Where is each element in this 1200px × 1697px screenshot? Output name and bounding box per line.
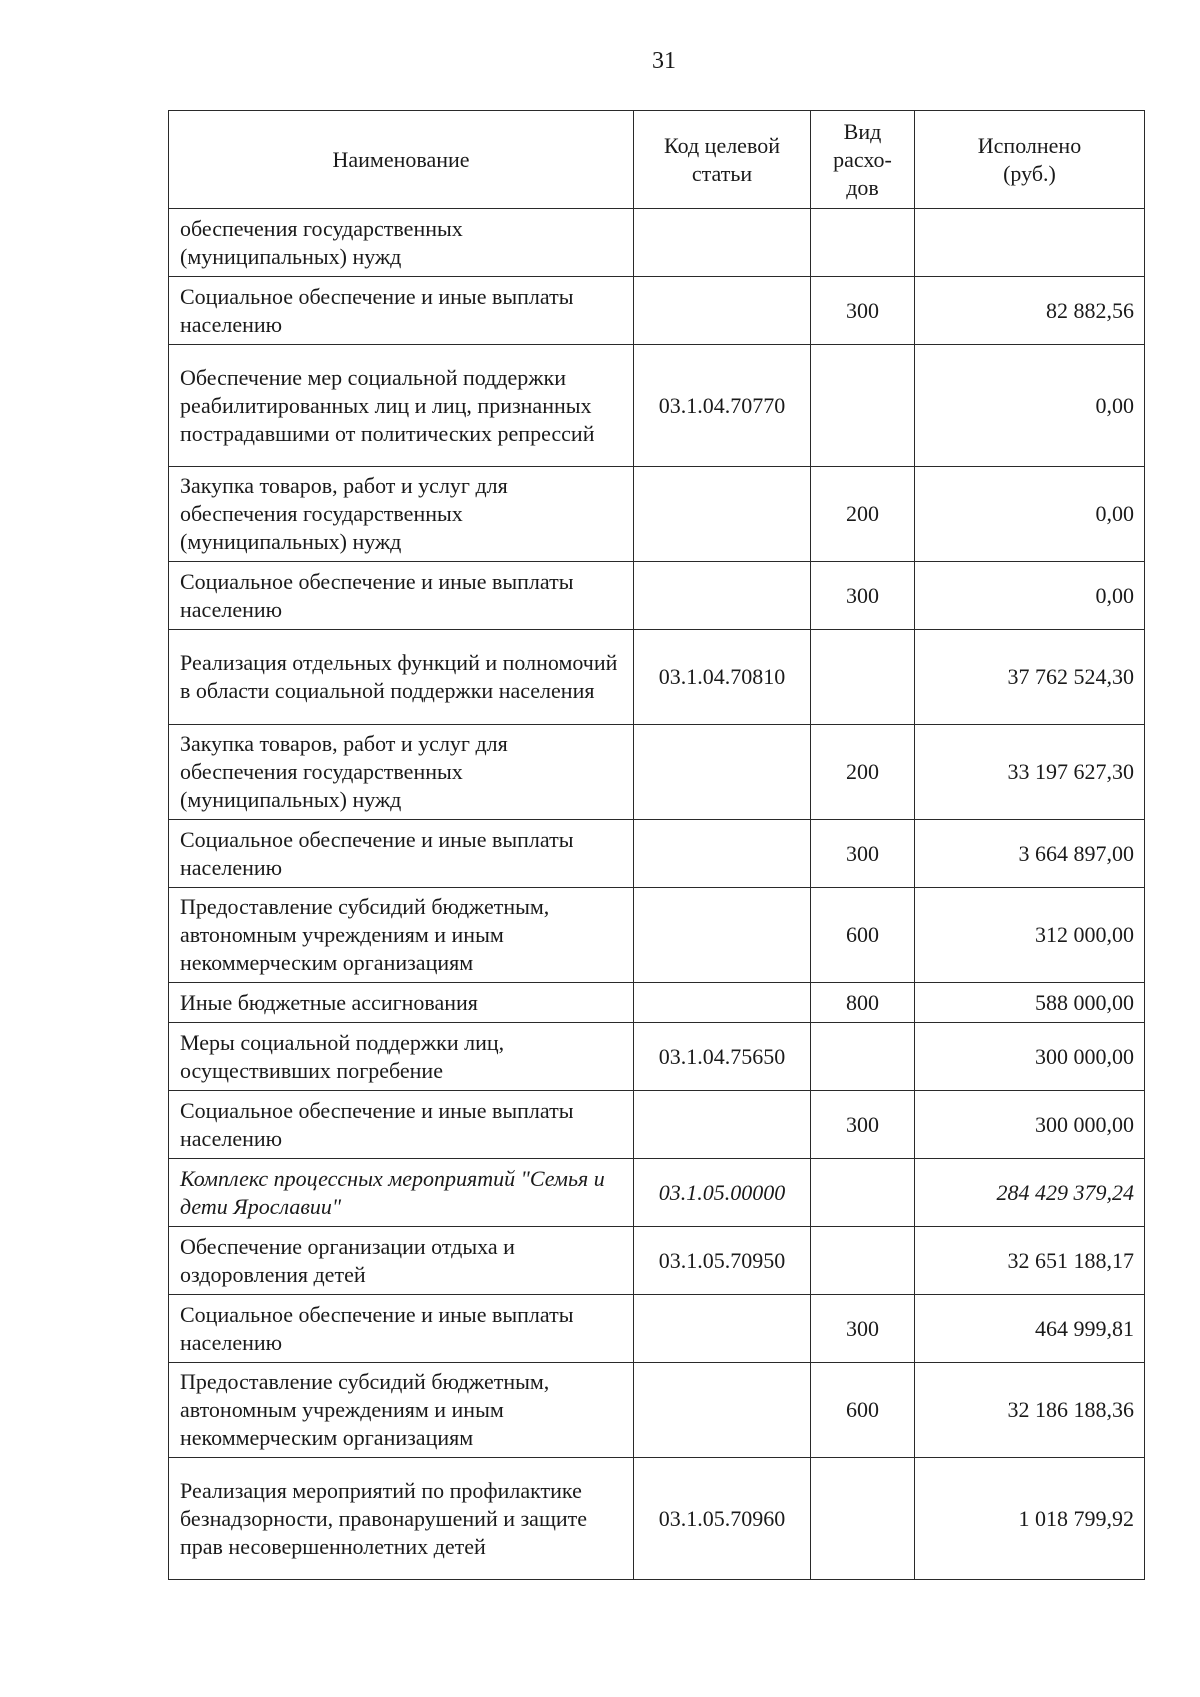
row-name: Социальное обеспечение и иные выплаты населению bbox=[169, 1091, 634, 1159]
row-target-code: 03.1.05.70960 bbox=[634, 1458, 811, 1580]
row-executed-amount: 37 762 524,30 bbox=[915, 630, 1145, 725]
row-executed-amount: 32 186 188,36 bbox=[915, 1363, 1145, 1458]
row-executed-amount: 300 000,00 bbox=[915, 1023, 1145, 1091]
row-target-code bbox=[634, 562, 811, 630]
row-expense-kind: 300 bbox=[811, 820, 915, 888]
header-target-code: Код целевой статьи bbox=[634, 111, 811, 209]
row-name: Социальное обеспечение и иные выплаты населению bbox=[169, 277, 634, 345]
row-executed-amount: 0,00 bbox=[915, 562, 1145, 630]
row-target-code bbox=[634, 888, 811, 983]
row-name: Предоставление субсидий бюджетным, автономным учреждениям и иным некоммерческим организациям bbox=[169, 888, 634, 983]
row-name: Меры социальной поддержки лиц, осуществивших погребение bbox=[169, 1023, 634, 1091]
row-target-code bbox=[634, 1295, 811, 1363]
table-row bbox=[169, 820, 1145, 888]
table-row bbox=[169, 630, 1145, 725]
row-name: Закупка товаров, работ и услуг для обеспечения государственных (муниципальных) нужд bbox=[169, 725, 634, 820]
row-executed-amount: 0,00 bbox=[915, 467, 1145, 562]
table-row bbox=[169, 888, 1145, 983]
table-row bbox=[169, 277, 1145, 345]
row-name: Закупка товаров, работ и услуг для обеспечения государственных (муниципальных) нужд bbox=[169, 467, 634, 562]
row-executed-amount: 1 018 799,92 bbox=[915, 1458, 1145, 1580]
row-name: Реализация отдельных функций и полномочий в области социальной поддержки населения bbox=[169, 630, 634, 725]
row-executed-amount: 0,00 bbox=[915, 345, 1145, 467]
table-row bbox=[169, 467, 1145, 562]
row-executed-amount: 284 429 379,24 bbox=[915, 1159, 1145, 1227]
row-name: Обеспечение организации отдыха и оздоровления детей bbox=[169, 1227, 634, 1295]
row-expense-kind: 300 bbox=[811, 277, 915, 345]
row-expense-kind: 200 bbox=[811, 467, 915, 562]
row-expense-kind bbox=[811, 630, 915, 725]
row-expense-kind bbox=[811, 1227, 915, 1295]
table-row bbox=[169, 1458, 1145, 1580]
row-target-code: 03.1.04.75650 bbox=[634, 1023, 811, 1091]
row-executed-amount: 32 651 188,17 bbox=[915, 1227, 1145, 1295]
table-row bbox=[169, 562, 1145, 630]
row-target-code bbox=[634, 725, 811, 820]
row-expense-kind: 300 bbox=[811, 1295, 915, 1363]
header-executed-amount: Исполнено (руб.) bbox=[915, 111, 1145, 209]
row-expense-kind: 300 bbox=[811, 1091, 915, 1159]
table-row bbox=[169, 209, 1145, 277]
table-row bbox=[169, 1363, 1145, 1458]
row-expense-kind: 200 bbox=[811, 725, 915, 820]
row-executed-amount: 300 000,00 bbox=[915, 1091, 1145, 1159]
table-body bbox=[169, 209, 1145, 1580]
row-executed-amount: 464 999,81 bbox=[915, 1295, 1145, 1363]
row-executed-amount: 588 000,00 bbox=[915, 983, 1145, 1023]
row-executed-amount: 3 664 897,00 bbox=[915, 820, 1145, 888]
table-row bbox=[169, 983, 1145, 1023]
table-row bbox=[169, 1023, 1145, 1091]
row-name: обеспечения государственных (муниципальных) нужд bbox=[169, 209, 634, 277]
row-name: Социальное обеспечение и иные выплаты населению bbox=[169, 562, 634, 630]
row-target-code bbox=[634, 1091, 811, 1159]
table-row bbox=[169, 1227, 1145, 1295]
row-target-code: 03.1.05.00000 bbox=[634, 1159, 811, 1227]
budget-table bbox=[168, 110, 1145, 1580]
row-name: Социальное обеспечение и иные выплаты населению bbox=[169, 820, 634, 888]
page-number: 31 bbox=[652, 48, 676, 74]
row-target-code: 03.1.04.70810 bbox=[634, 630, 811, 725]
row-expense-kind bbox=[811, 345, 915, 467]
table-row bbox=[169, 725, 1145, 820]
row-target-code bbox=[634, 209, 811, 277]
row-expense-kind bbox=[811, 1023, 915, 1091]
table-row bbox=[169, 1295, 1145, 1363]
row-expense-kind: 600 bbox=[811, 888, 915, 983]
table-row bbox=[169, 345, 1145, 467]
table-row bbox=[169, 1091, 1145, 1159]
row-name: Социальное обеспечение и иные выплаты населению bbox=[169, 1295, 634, 1363]
row-target-code: 03.1.05.70950 bbox=[634, 1227, 811, 1295]
row-expense-kind: 600 bbox=[811, 1363, 915, 1458]
row-name: Обеспечение мер социальной поддержки реабилитированных лиц и лиц, признанных пострадавшими от политических репрессий bbox=[169, 345, 634, 467]
row-expense-kind: 300 bbox=[811, 562, 915, 630]
row-expense-kind bbox=[811, 1458, 915, 1580]
row-name: Реализация мероприятий по профилактике безнадзорности, правонарушений и защите прав несовершеннолетних детей bbox=[169, 1458, 634, 1580]
row-executed-amount: 82 882,56 bbox=[915, 277, 1145, 345]
row-target-code bbox=[634, 983, 811, 1023]
row-target-code bbox=[634, 277, 811, 345]
row-name: Комплекс процессных мероприятий "Семья и дети Ярославии" bbox=[169, 1159, 634, 1227]
row-target-code bbox=[634, 467, 811, 562]
header-expense-kind: Вид расхо- дов bbox=[811, 111, 915, 209]
row-name: Иные бюджетные ассигнования bbox=[169, 983, 634, 1023]
row-target-code bbox=[634, 1363, 811, 1458]
row-executed-amount bbox=[915, 209, 1145, 277]
row-target-code bbox=[634, 820, 811, 888]
table-header-row bbox=[169, 111, 1145, 209]
table-row bbox=[169, 1159, 1145, 1227]
row-target-code: 03.1.04.70770 bbox=[634, 345, 811, 467]
row-expense-kind: 800 bbox=[811, 983, 915, 1023]
header-name: Наименование bbox=[169, 111, 634, 209]
row-expense-kind bbox=[811, 209, 915, 277]
row-name: Предоставление субсидий бюджетным, автономным учреждениям и иным некоммерческим организациям bbox=[169, 1363, 634, 1458]
row-executed-amount: 33 197 627,30 bbox=[915, 725, 1145, 820]
row-expense-kind bbox=[811, 1159, 915, 1227]
row-executed-amount: 312 000,00 bbox=[915, 888, 1145, 983]
